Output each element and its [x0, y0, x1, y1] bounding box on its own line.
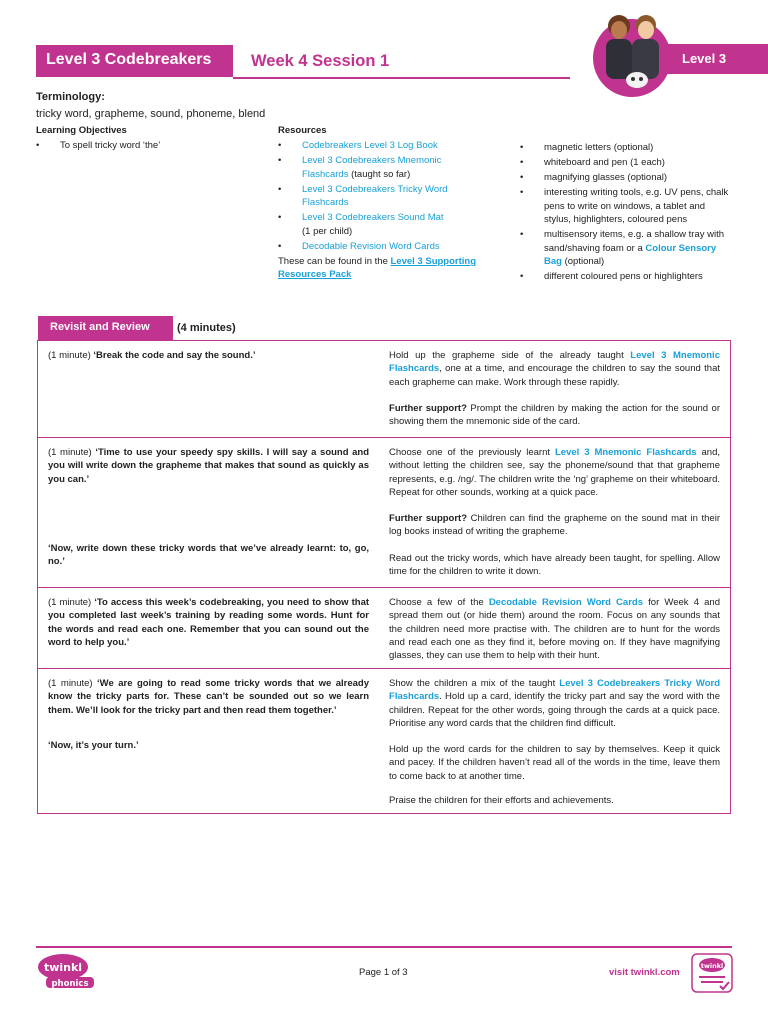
footer-divider	[36, 946, 732, 948]
teacher-script-cell: (1 minute) ‘To access this week’s codebreaking, you need to show that you completed last week’s training by reading some words. Hunt for the words and read each one. Remember that you can sound out the word to help you.’	[48, 597, 370, 648]
supporting-pack-link[interactable]: Level 3 Supporting Resources Pack	[278, 256, 477, 280]
page-number: Page 1 of 3	[359, 967, 408, 978]
resource-item	[278, 240, 488, 254]
resources-note: These can be found in the Level 3 Supporting Resources Pack	[278, 256, 477, 280]
svg-text:phonics: phonics	[51, 979, 89, 989]
instruction-cell: Show the children a mix of the taught Level 3 Codebreakers Tricky Word Flashcards. Hold up a card, identify the tricky part and say the word with the children. Repeat for the other words, going through the cards at a quick pace. Prioritise any word cards that the children find difficult. Hold up the word cards for the children to say by themselves. Keep it quick and pacey. If the children haven’t read all of the words in the time, leave them to come back to at another time. Praise the children for their efforts and achievements.	[389, 678, 720, 807]
decodable-word-cards-link[interactable]: Decodable Revision Word Cards	[488, 597, 643, 608]
teacher-script-cell: (1 minute) ‘Break the code and say the sound.’	[48, 350, 256, 361]
svg-text:twinkl: twinkl	[43, 961, 83, 974]
equipment-item: • multisensory items, e.g. a shallow tray with sand/shaving foam or a Colour Sensory Bag (optional)	[520, 228, 732, 269]
page-title: Level 3 Codebreakers	[36, 45, 233, 77]
objective-item: • To spell tricky word ‘the’	[36, 139, 266, 153]
objectives-heading: Learning Objectives	[36, 125, 127, 136]
equipment-item: • different coloured pens or highlighters	[520, 270, 732, 284]
revisit-review-table	[37, 340, 731, 814]
teacher-script-cell: (1 minute) ‘Time to use your speedy spy skills. I will say a sound and you will write down the grapheme that makes that sound as quickly as you can.’ ‘Now, write down these tricky words that we’ve already learnt: to, go, no.’	[48, 447, 370, 568]
resource-item	[278, 183, 488, 210]
equipment-list	[520, 141, 732, 285]
table-row	[38, 437, 730, 587]
resource-link[interactable]: Level 3 Codebreakers Sound Mat	[302, 212, 444, 223]
resource-link[interactable]: Level 3 Codebreakers Mnemonic Flashcards	[302, 155, 442, 180]
header-divider	[233, 77, 570, 79]
codebreaker-mascots-image	[590, 6, 674, 98]
twinkl-phonics-logo	[36, 952, 98, 992]
table-row	[38, 668, 730, 813]
revisit-review-tab: Revisit and Review	[38, 316, 173, 340]
session-title: Week 4 Session 1	[251, 52, 390, 70]
revisit-review-duration: (4 minutes)	[177, 322, 236, 334]
instruction-cell: Choose a few of the Decodable Revision Word Cards for Week 4 and spread them out (or hide them) around the room. Focus on any sounds that the children need more practise with. The children are to hunt for the words and read each one as they find it, before moving on. If they have magnifying glasses, they can use them to help with their hunt.	[389, 597, 720, 662]
resources-heading: Resources	[278, 125, 327, 136]
resource-link[interactable]: Codebreakers Level 3 Log Book	[302, 140, 438, 151]
table-row	[38, 587, 730, 668]
resource-link[interactable]: Decodable Revision Word Cards	[302, 240, 440, 252]
resource-item: • Level 3 Codebreakers Sound Mat (1 per child)	[278, 211, 488, 238]
mnemonic-flashcards-link[interactable]: Level 3 Mnemonic Flashcards	[389, 350, 720, 375]
equipment-item: • magnifying glasses (optional)	[520, 171, 732, 185]
mnemonic-flashcards-link[interactable]: Level 3 Mnemonic Flashcards	[554, 447, 697, 458]
instruction-cell: Choose one of the previously learnt Level 3 Mnemonic Flashcards and, without letting the children see, say the phoneme/sound that that grapheme represents, e.g. /ng/. The children write the ‘ng’ grapheme on their whiteboard. Repeat for other sounds, working at a quick pace. Further support? Children can find the grapheme on the sound mat in their log books instead of writing the grapheme. Read out the tricky words, which have already been taught, for spelling. Allow time for the children to write it down.	[389, 447, 721, 578]
level-tab: Level 3	[660, 44, 768, 74]
equipment-item: • interesting writing tools, e.g. UV pens, chalk pens to write on windows, a tablet and stylus, highlighters, coloured pens	[520, 186, 732, 227]
tricky-word-flashcards-link[interactable]: Level 3 Codebreakers Tricky Word Flashcards	[389, 678, 720, 703]
teacher-script-cell: (1 minute) ‘We are going to read some tricky words that we already know the tricky parts for. These can’t be sounded out so we learn them. We’ll look for the tricky part and then read them together.’ ‘Now, it’s your turn.’	[48, 678, 370, 751]
resource-link[interactable]: Level 3 Codebreakers Tricky Word Flashcards	[302, 183, 448, 208]
objectives-list	[36, 139, 266, 154]
equipment-item: • whiteboard and pen (1 each)	[520, 156, 732, 170]
svg-text:twinkl: twinkl	[700, 962, 724, 970]
terminology-text: tricky word, grapheme, sound, phoneme, blend	[36, 108, 266, 120]
resource-item: • Level 3 Codebreakers Mnemonic Flashcards (taught so far)	[278, 154, 488, 181]
table-row	[38, 341, 730, 437]
resource-item	[278, 139, 488, 153]
colour-sensory-bag-link[interactable]: Colour Sensory Bag	[544, 242, 717, 267]
instruction-cell: Hold up the grapheme side of the already taught Level 3 Mnemonic Flashcards, one at a time, and encourage the children to say the sound that each grapheme can make. Work through these rapidly. Further support? Prompt the children by making the action for the sound or showing them the mnemonic side of the card.	[389, 350, 720, 428]
quality-standard-badge	[690, 952, 734, 994]
visit-twinkl-link[interactable]: visit twinkl.com	[609, 967, 680, 978]
equipment-item: • magnetic letters (optional)	[520, 141, 732, 155]
terminology-heading: Terminology:	[36, 91, 105, 103]
resources-list	[278, 139, 488, 255]
